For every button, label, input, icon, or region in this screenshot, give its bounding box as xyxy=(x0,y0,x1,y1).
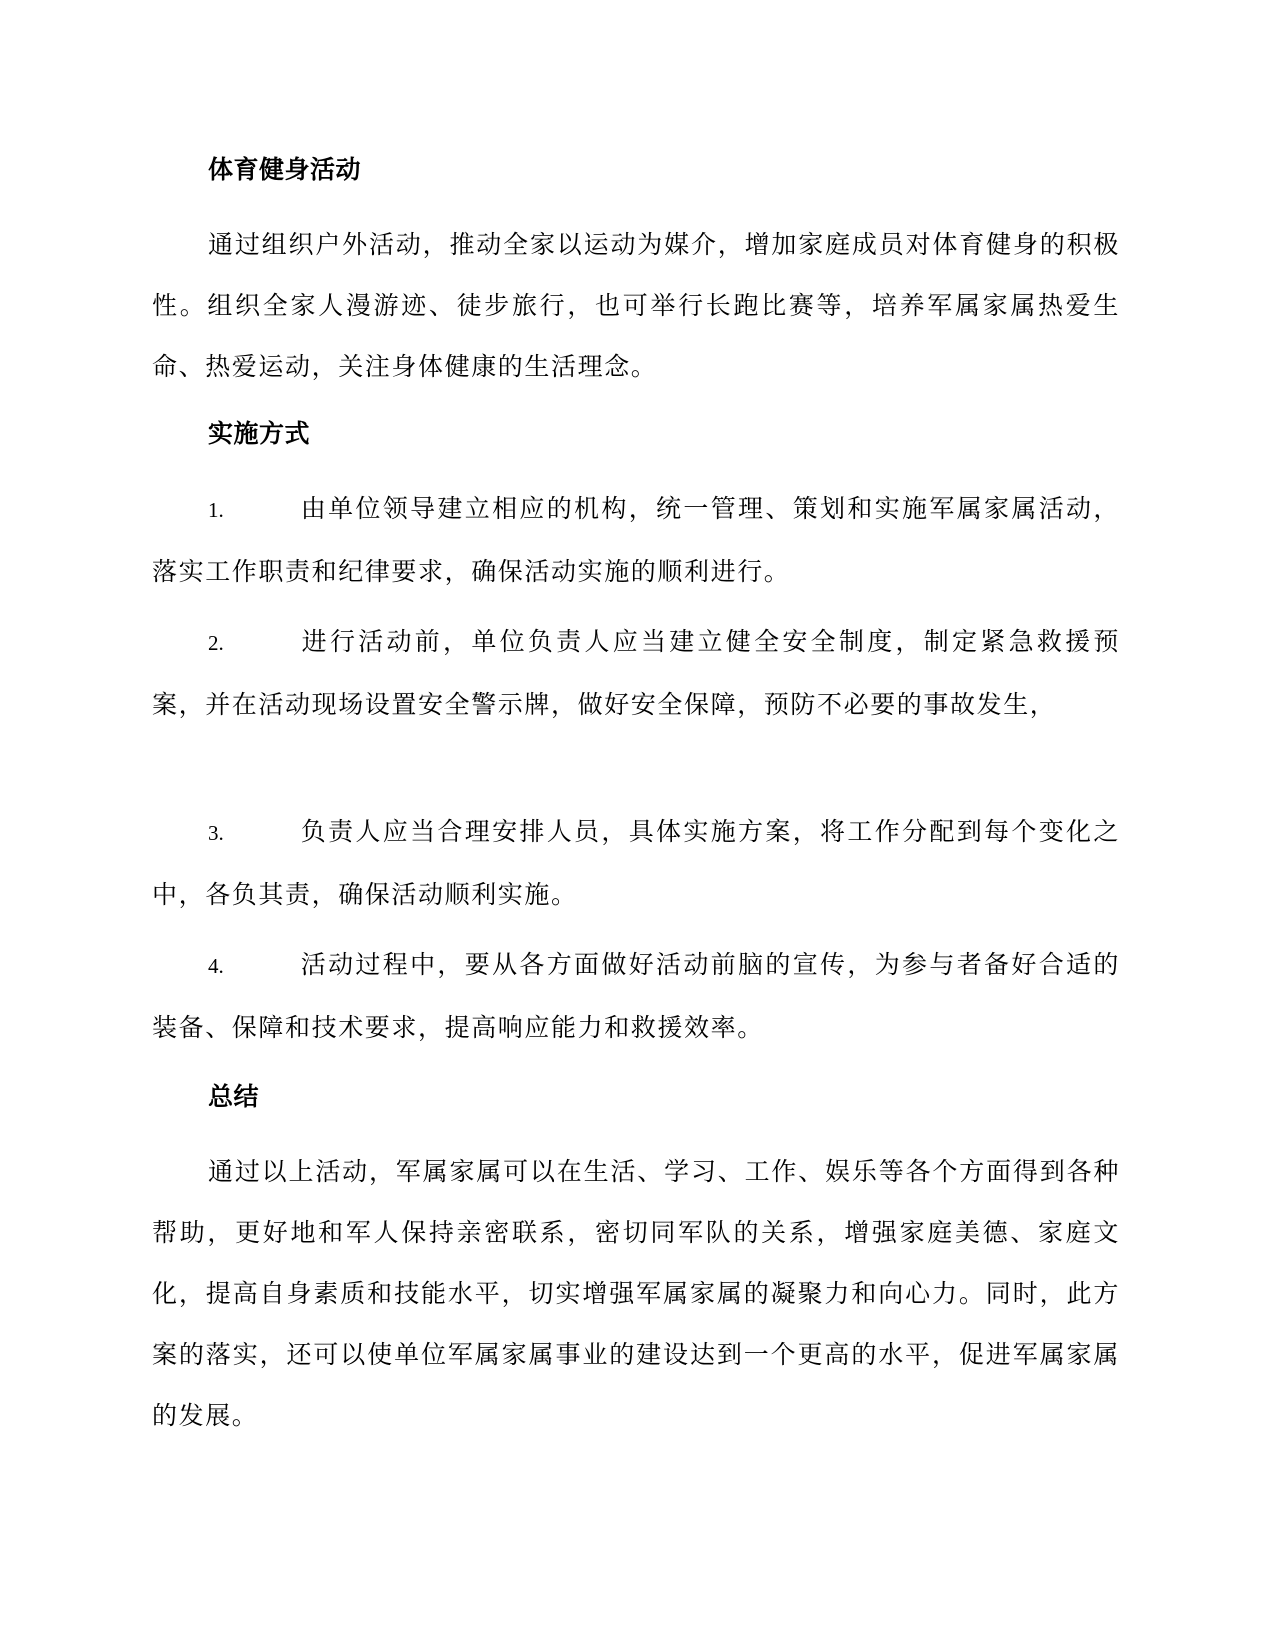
list-number: 2. xyxy=(208,631,224,655)
list-item-4 xyxy=(152,934,1120,1058)
section-heading-implementation: 实施方式 xyxy=(208,419,311,448)
section-heading-summary: 总结 xyxy=(208,1082,260,1111)
list-number: 4. xyxy=(208,954,224,978)
list-item-2 xyxy=(152,611,1120,735)
list-item-text: 进行活动前，单位负责人应当建立健全安全制度，制定紧急救援预案，并在活动现场设置安全警示牌，做好安全保障，预防不必要的事故发生， xyxy=(152,627,1120,719)
list-item-text: 由单位领导建立相应的机构，统一管理、策划和实施军属家属活动，落实工作职责和纪律要求，确保活动实施的顺利进行。 xyxy=(152,494,1120,586)
list-number: 3. xyxy=(208,821,224,845)
list-item-1 xyxy=(152,478,1120,602)
list-item-text: 活动过程中，要从各方面做好活动前脑的宣传，为参与者备好合适的装备、保障和技术要求，提高响应能力和救援效率。 xyxy=(152,950,1120,1042)
section-heading-sports: 体育健身活动 xyxy=(208,155,362,184)
list-item-text: 负责人应当合理安排人员，具体实施方案，将工作分配到每个变化之中，各负其责，确保活动顺利实施。 xyxy=(152,817,1120,909)
list-item-3 xyxy=(152,801,1120,925)
list-number: 1. xyxy=(208,498,224,522)
paragraph-summary: 通过以上活动，军属家属可以在生活、学习、工作、娱乐等各个方面得到各种帮助，更好地和军人保持亲密联系，密切同军队的关系，增强家庭美德、家庭文化，提高自身素质和技能水平，切实增强军属家属的凝聚力和向心力。同时，此方案的落实，还可以使单位军属家属事业的建设达到一个更高的水平，促进军属家属的发展。 xyxy=(152,1157,1120,1430)
paragraph-sports: 通过组织户外活动，推动全家以运动为媒介，增加家庭成员对体育健身的积极性。组织全家人漫游迹、徒步旅行，也可举行长跑比赛等，培养军属家属热爱生命、热爱运动，关注身体健康的生活理念。 xyxy=(152,230,1120,381)
